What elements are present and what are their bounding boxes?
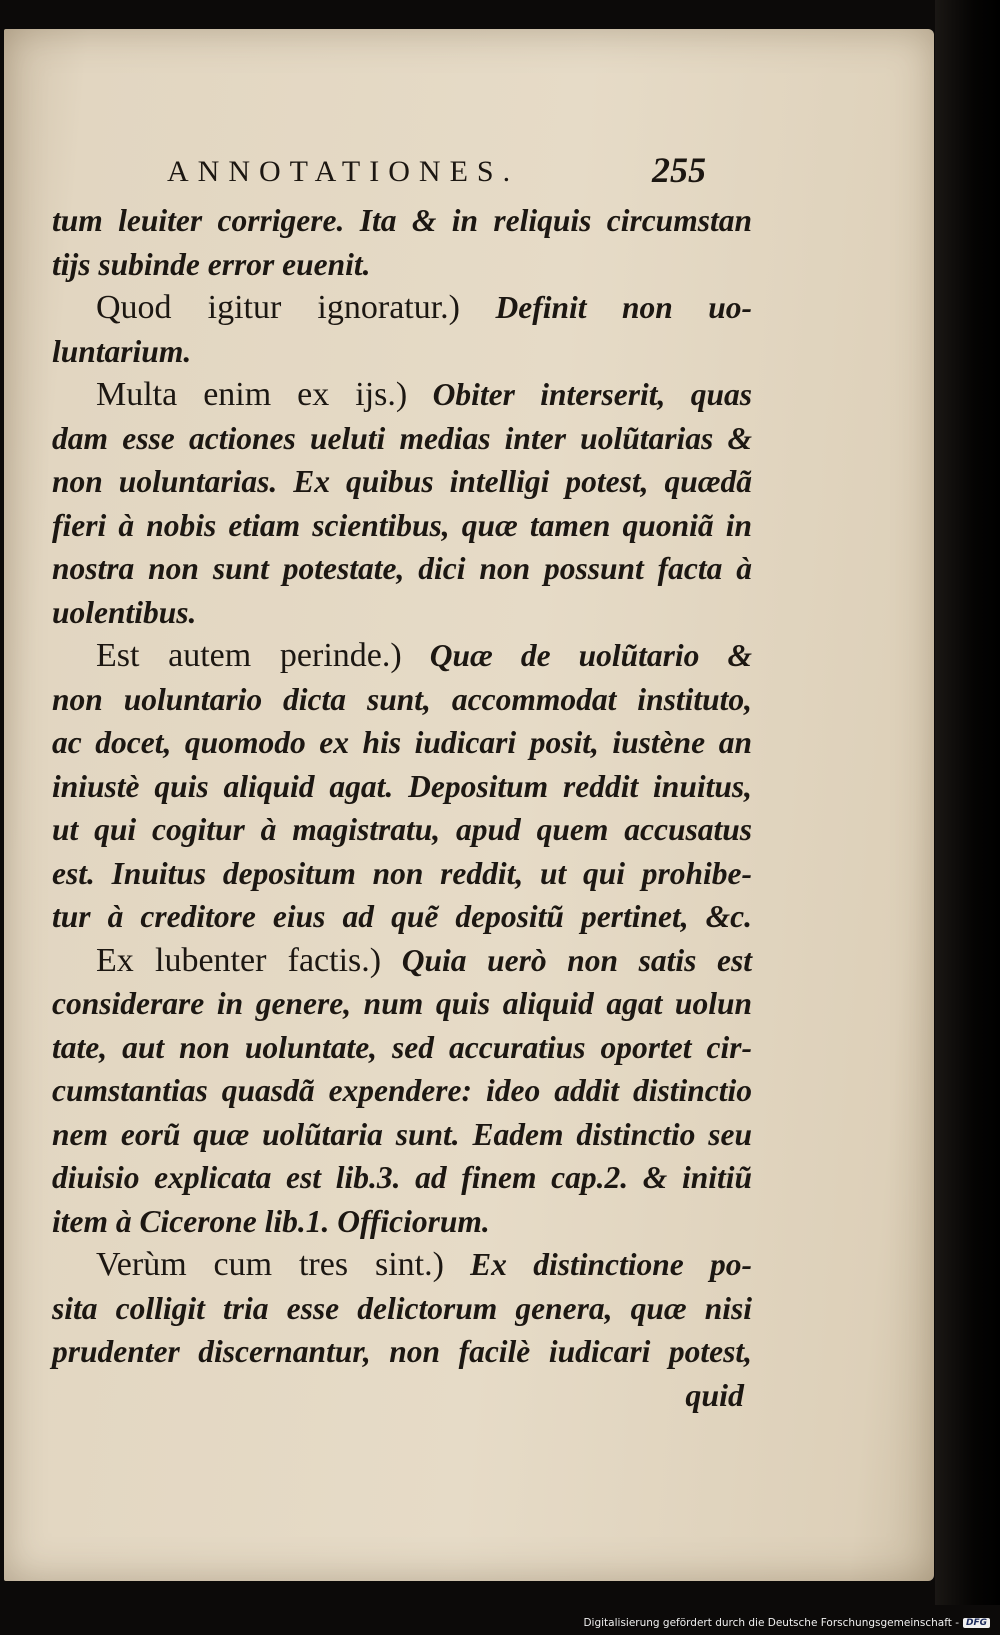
line-text: Definit non uo- — [460, 290, 752, 325]
text-line — [52, 939, 752, 983]
line-text: est. Inuitus depositum non reddit, ut qui prohibe- — [52, 855, 752, 891]
text-line — [52, 243, 752, 287]
digitization-credit — [583, 1617, 990, 1629]
line-text: tur à creditore eius ad quẽ depositũ pertinet, &c. — [52, 899, 752, 934]
dfg-logo: DFG — [963, 1618, 990, 1628]
text-line — [52, 721, 752, 765]
catchword: quid — [685, 1376, 744, 1413]
text-line — [52, 634, 752, 678]
page-number: 255 — [652, 150, 706, 190]
text-line — [52, 808, 752, 852]
line-text: ut qui cogitur à magistratu, apud quem accusatus — [52, 812, 752, 847]
lemma: Ex lubenter factis.) — [96, 941, 382, 979]
text-line — [52, 1243, 752, 1287]
text-line — [52, 547, 752, 591]
line-text: tate, aut non uoluntate, sed accuratius oportet cir- — [52, 1029, 752, 1065]
text-line — [52, 373, 752, 417]
line-text: Obiter interserit, quas — [407, 377, 752, 412]
text-line — [52, 982, 752, 1026]
text-line — [52, 1330, 752, 1374]
line-text: fieri à nobis etiam scientibus, quæ tamen quoniã in — [52, 507, 752, 543]
text-line — [52, 678, 752, 722]
text-line — [52, 895, 752, 939]
text-line — [52, 1069, 752, 1113]
line-text: nem eorũ quæ uolũtaria sunt. Eadem distinctio seu — [52, 1116, 752, 1152]
lemma: Verùm cum tres sint.) — [96, 1246, 444, 1283]
line-text: nostra non sunt potestate, dici non possunt facta à — [52, 551, 752, 586]
text-line — [52, 330, 752, 374]
credit-text: Digitalisierung gefördert durch die Deutsche Forschungsgemeinschaft - — [583, 1617, 959, 1629]
body-text — [52, 199, 752, 1374]
text-line — [52, 1026, 752, 1070]
line-text: uolentibus. — [52, 594, 197, 630]
book-page — [4, 29, 934, 1581]
line-text: Quia uerò non satis est — [381, 942, 752, 978]
line-text: item à Cicerone lib.1. Officiorum. — [52, 1203, 490, 1239]
line-text: dam esse actiones ueluti medias inter uolũtarias & — [52, 420, 752, 456]
lemma: Quod igitur ignoratur.) — [96, 289, 461, 326]
text-line — [52, 591, 752, 635]
line-text: luntarium. — [52, 333, 192, 369]
line-text: Ex distinctione po- — [443, 1247, 752, 1282]
text-block — [52, 147, 752, 1417]
line-text: ac docet, quomodo ex his iudicari posit, iustène an — [52, 725, 752, 760]
text-line — [52, 765, 752, 809]
text-line — [52, 852, 752, 896]
text-line — [52, 199, 752, 243]
text-line — [52, 1156, 752, 1200]
line-text: non uoluntarias. Ex quibus intelligi potest, quædã — [52, 464, 752, 499]
line-text: considerare in genere, num quis aliquid agat uolun — [52, 986, 752, 1021]
catchword-row — [52, 1374, 752, 1418]
page-header — [52, 147, 752, 199]
line-text: tijs subinde error euenit. — [52, 246, 371, 282]
lemma: Est autem perinde.) — [96, 637, 402, 674]
line-text: diuisio explicata est lib.3. ad finem cap.2. & initiũ — [52, 1160, 752, 1195]
line-text: Quæ de uolũtario & — [401, 638, 752, 673]
line-text: non uoluntario dicta sunt, accommodat instituto, — [52, 681, 752, 717]
text-line — [52, 504, 752, 548]
line-text: tum leuiter corrigere. Ita & in reliquis circumstan — [52, 203, 752, 238]
text-line — [52, 286, 752, 330]
lemma: Multa enim ex ijs.) — [96, 376, 408, 413]
book-binding — [935, 0, 1000, 1605]
running-head: ANNOTATIONES. — [167, 155, 520, 188]
text-line — [52, 417, 752, 461]
line-text: sita colligit tria esse delictorum genera, quæ nisi — [52, 1290, 752, 1326]
line-text: iniustè quis aliquid agat. Depositum reddit inuitus, — [52, 768, 752, 804]
text-line — [52, 1287, 752, 1331]
text-line — [52, 460, 752, 504]
line-text: prudenter discernantur, non facilè iudicari potest, — [52, 1334, 752, 1369]
text-line — [52, 1113, 752, 1157]
text-line — [52, 1200, 752, 1244]
line-text: cumstantias quasdã expendere: ideo addit distinctio — [52, 1073, 752, 1108]
